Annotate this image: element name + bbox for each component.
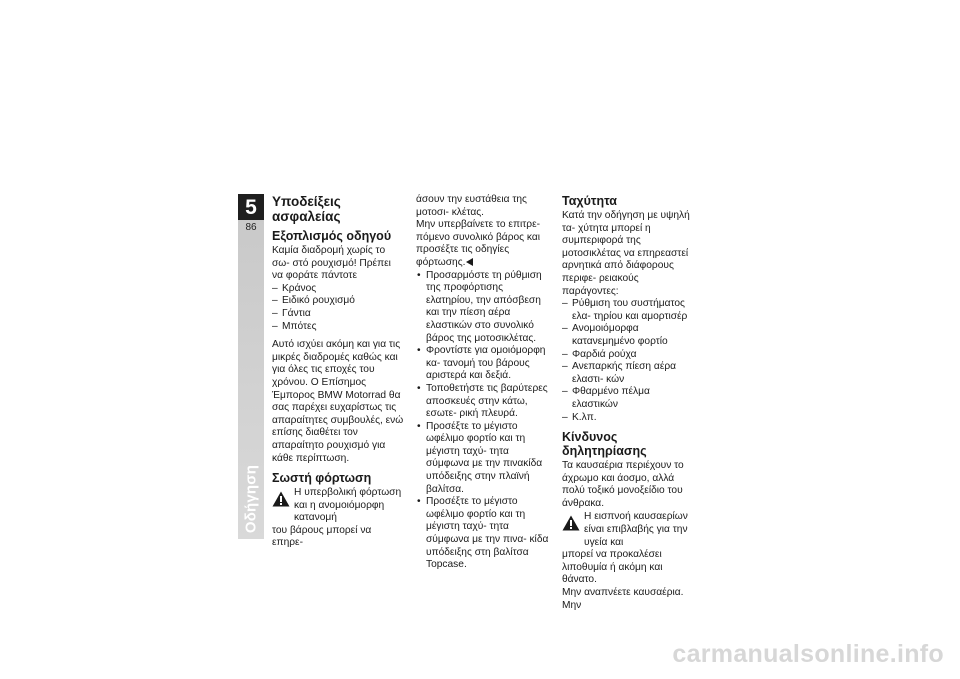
heading-loading: Σωστή φόρτωση: [272, 471, 372, 486]
list-item: – Ανεπαρκής πίεση αέρα ελαστι- κών: [562, 361, 696, 386]
equipment-list: [272, 283, 404, 333]
paragraph-speed: Κατά την οδήγηση με υψηλή τα- χύτητα μπορεί η συμπεριφορά της μοτοσικλέτας να επηρεαστεί αρνητικά από διάφορους περιφε- ρειακούς παράγοντες:: [562, 210, 690, 297]
warning-icon: [562, 515, 580, 531]
paragraph-short-trips: Αυτό ισχύει ακόμη και για τις μικρές διαδρομές καθώς και για όλες τις εποχές του χρόνου. Ο Επίσημος Έμπορος BMW Motorrad θα σας παρέχει ευχαρίστως τις απαραίτητες συμβουλές, ενώ επίσης διαθέτει τον απαραίτητο ρουχισμό για κάθε περίπτωση.: [272, 339, 404, 464]
paragraph-exhaust: Τα καυσαέρια περιέχουν το άχρωμο και άοσμο, αλλά πολύ τοξικό μονοξείδιο του άνθρακα.: [562, 460, 684, 509]
list-item: • Προσέξτε το μέγιστο ωφέλιμο φορτίο και τη μέγιστη ταχύ- τητα σύμφωνα με την πινα- κίδα υπόδειξης στη βαλίτσα Topcase.: [416, 496, 550, 572]
paragraph-stability: άσουν την ευστάθεια της μοτοσι- κλέτας.: [416, 194, 527, 218]
list-item: – Μπότες: [272, 321, 404, 334]
list-item: – Φαρδιά ρούχα: [562, 349, 696, 362]
list-item: • Προσέξτε το μέγιστο ωφέλιμο φορτίο και τη μέγιστη ταχύ- τητα σύμφωνα με την πινακίδα υπόδειξης στην πλαϊνή βαλίτσα.: [416, 421, 550, 497]
column-2: [416, 194, 550, 572]
list-item: – Γάντια: [272, 308, 404, 321]
loading-bullets: [416, 270, 550, 572]
heading-poisoning: Κίνδυνος δηλητηρίασης: [562, 430, 647, 459]
paragraph-do-not-breathe: Μην αναπνέετε καυσαέρια. Μην: [562, 587, 684, 611]
list-item: – Ρύθμιση του συστήματος ελα- τηρίου και αμορτισέρ: [562, 298, 696, 323]
heading-speed: Ταχύτητα: [562, 194, 617, 208]
warning-text: Η εισπνοή καυσαερίων είναι επιβλαβής για την υγεία και: [584, 511, 688, 548]
column-3: [562, 194, 696, 612]
warning-text-continued: του βάρους μπορεί να επηρε-: [272, 524, 372, 549]
heading-equipment: Εξοπλισμός οδηγού: [272, 229, 392, 243]
end-marker-icon: [466, 258, 473, 266]
page-number: 86: [245, 222, 257, 233]
list-item: – Ανομοιόμορφα κατανεμημένο φορτίο: [562, 323, 696, 348]
load-limit-text: Μην υπερβαίνετε το επιτρε- πόμενο συνολικό βάρος και προσέξτε τις οδηγίες φόρτωσης.: [416, 219, 541, 268]
paragraph-load-limit: [416, 219, 550, 269]
section-title: Υποδείξεις ασφαλείας: [272, 194, 341, 224]
list-item: – Κ.λπ.: [562, 412, 696, 425]
warning-icon: [272, 491, 290, 507]
warning-loading: [272, 487, 404, 525]
chapter-label-text: Οδήγηση: [242, 464, 260, 534]
list-item: • Τοποθετήστε τις βαρύτερες αποσκευές στην κάτω, εσωτε- ρική πλευρά.: [416, 383, 550, 421]
list-item: – Ειδικό ρουχισμό: [272, 295, 404, 308]
chapter-tab: [238, 194, 264, 539]
list-item: – Κράνος: [272, 283, 404, 296]
list-item: • Προσαρμόστε τη ρύθμιση της προφόρτισης ελατηρίου, την απόσβεση και την πίεση αέρα ελαστικών στο συνολικό βάρος της μοτοσικλέτας.: [416, 270, 550, 346]
list-item: – Φθαρμένο πέλμα ελαστικών: [562, 386, 696, 411]
warning-exhaust: [562, 511, 696, 549]
speed-factors-list: [562, 298, 696, 424]
warning-text: Η υπερβολική φόρτωση και η ανομοιόμορφη κατανομή: [294, 487, 402, 524]
column-1: [272, 194, 404, 550]
chapter-number: 5: [238, 194, 264, 220]
chapter-label: [238, 459, 264, 539]
watermark: carmanualsonline.info: [672, 640, 944, 668]
paragraph-equipment: Καμία διαδρομή χωρίς το σω- στό ρουχισμό! Πρέπει να φοράτε πάντοτε: [272, 245, 391, 282]
list-item: • Φροντίστε για ομοιόμορφη κα- τανομή του βάρους αριστερά και δεξιά.: [416, 345, 550, 383]
warning-text-continued: μπορεί να προκαλέσει λιποθυμία ή ακόμη και θάνατο.: [562, 549, 663, 586]
